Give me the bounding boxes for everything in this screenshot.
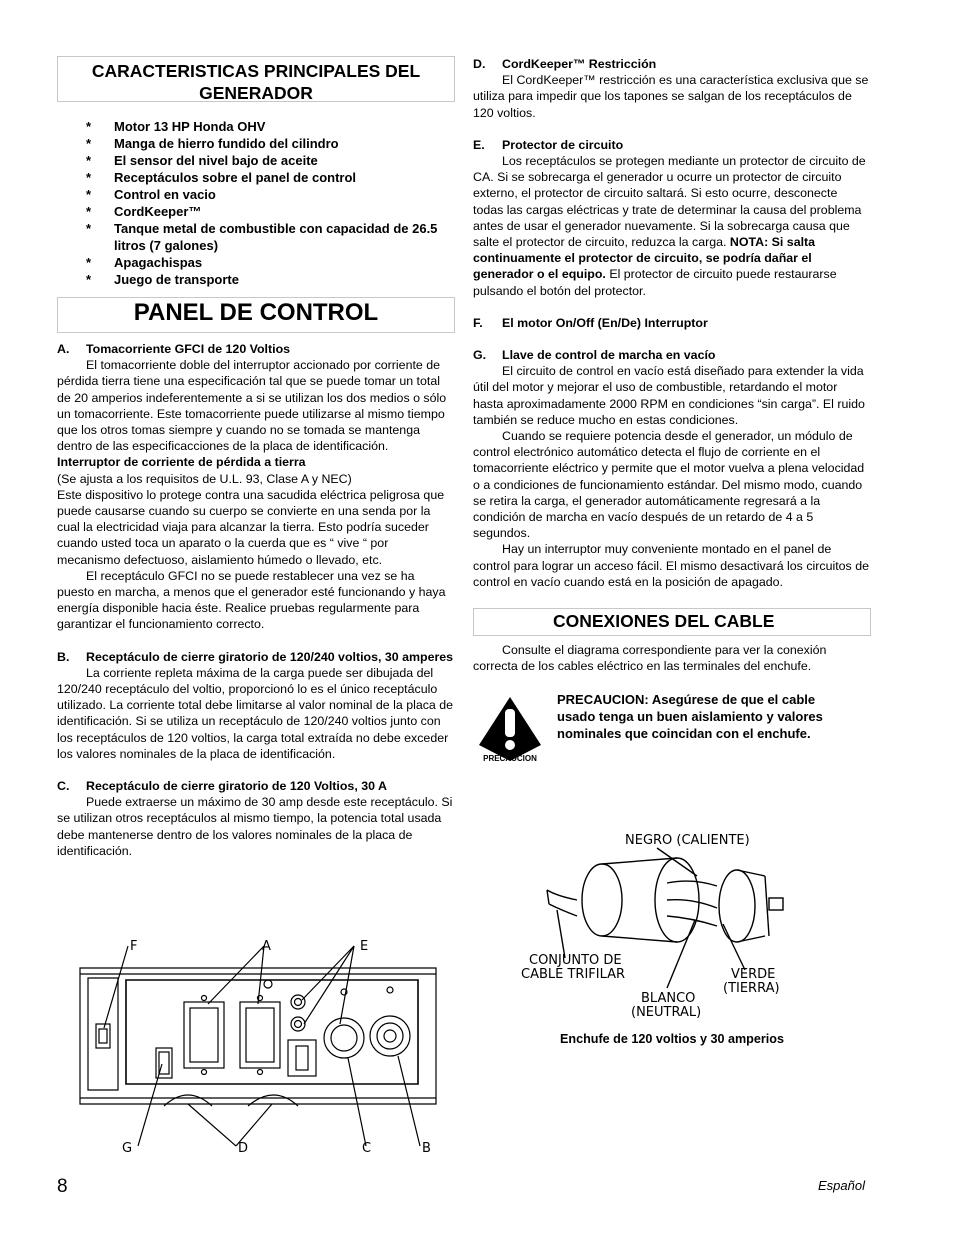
warning-icon bbox=[475, 695, 545, 765]
section-c bbox=[57, 778, 455, 859]
language-label: Español bbox=[818, 1178, 865, 1193]
features-heading: CARACTERISTICAS PRINCIPALES DEL GENERADOR bbox=[57, 56, 455, 102]
label-D: D bbox=[238, 1141, 249, 1156]
label-green-2: (TIERRA) bbox=[723, 981, 780, 996]
label-G: G bbox=[122, 1141, 133, 1156]
section-d-header bbox=[473, 56, 871, 72]
label-cable-1: CONJUNTO DE bbox=[529, 953, 622, 968]
feature-item: * Juego de transporte bbox=[57, 271, 455, 288]
section-c-header bbox=[57, 778, 455, 794]
feature-item: * Manga de hierro fundido del cilindro bbox=[57, 135, 455, 152]
section-d bbox=[473, 56, 871, 121]
section-b-header bbox=[57, 649, 455, 665]
label-black: NEGRO (CALIENTE) bbox=[625, 833, 750, 848]
warning-icon-label: PRECAUCION bbox=[483, 753, 537, 763]
caution-text: PRECAUCION: Asegúrese de que el cable usado tenga un buen aislamiento y valores nominales que coincidan con el enchufe. bbox=[557, 691, 823, 741]
control-panel-diagram bbox=[78, 934, 438, 1160]
label-A: A bbox=[262, 939, 271, 954]
caution-block bbox=[473, 691, 871, 765]
paragraph: Consulte el diagrama correspondiente para ver la conexión correcta de los cables eléctrico en las terminales del enchufe. bbox=[473, 643, 827, 674]
section-letter: D. bbox=[473, 57, 486, 71]
section-title: Receptáculo de cierre giratorio de 120 Voltios, 30 A bbox=[86, 779, 387, 794]
paragraph: El CordKeeper™ restricción es una característica exclusiva que se utiliza para impedir que los tapones se salgan de los receptáculos de 120 voltios. bbox=[473, 73, 869, 120]
paragraph-part: El protector de circuito puede restaurarse pulsando el botón del protector. bbox=[473, 267, 837, 298]
label-green-1: VERDE bbox=[731, 967, 776, 982]
paragraph-part: Los receptáculos se protegen mediante un protector de circuito de CA. Si se sobrecarga el generador u ocurre un protector de circuito externo, el protector de circuito saltará. Si esto ocurre, desconecte todas las cargas eléctricas y trate de determinar la causa del problema antes de usar el generador nuevamente. Si la sobrecarga causa que salte el protector de circuito, reduzca la carga. bbox=[473, 154, 866, 250]
section-title: Llave de control de marcha en vacío bbox=[502, 348, 716, 363]
note-text: NOTA: Si salta continuamente el protector de circuito, se podría dañar el generador o el equipo. bbox=[473, 235, 816, 282]
paragraph: Este dispositivo lo protege contra una sacudida eléctrica peligrosa que puede causarse cuando su cuerpo se convierte en una senda por la cual la electricidad viaja para alcanzar la tierra. Esto podría suceder cuando usted toca un aparato o la cuerda que es “ vive “ por mecanismo defectuoso, aislamiento húmedo o llevado, etc. bbox=[57, 487, 445, 567]
paragraph bbox=[473, 153, 871, 299]
feature-item: * Motor 13 HP Honda OHV bbox=[57, 118, 455, 135]
feature-item: * El sensor del nivel bajo de aceite bbox=[57, 152, 455, 169]
feature-item: * Control en vacio bbox=[57, 186, 455, 203]
section-letter: F. bbox=[473, 315, 483, 330]
label-cable-2: CABLE TRIFILAR bbox=[521, 967, 626, 982]
section-a-header bbox=[57, 341, 455, 357]
section-letter: A. bbox=[57, 342, 70, 356]
paragraph: Hay un interruptor muy conveniente montado en el panel de control para lograr un acceso fácil. El mismo desactivará los circuitos de control en vacío cuando está en la posición de apagado. bbox=[473, 542, 869, 589]
cable-connections-heading: CONEXIONES DEL CABLE bbox=[473, 608, 871, 636]
paragraph: (Se ajusta a los requisitos de U.L. 93, Clase A y NEC) bbox=[57, 471, 352, 486]
section-a bbox=[57, 341, 455, 633]
section-title: Tomacorriente GFCI de 120 Voltios bbox=[86, 342, 291, 356]
paragraph: El circuito de control en vacío está diseñado para extender la vida útil del motor y mejorar el uso de combustible, retardando el motor hasta aproximadamente 2000 RPM en condiciones “sin carga”. El ruido también se reduce mucho en estas condiciones. bbox=[473, 364, 865, 427]
section-b bbox=[57, 649, 455, 762]
subheading: Interruptor de corriente de pérdida a tierra bbox=[57, 455, 306, 470]
feature-item: * Apagachispas bbox=[57, 254, 455, 271]
section-g-header bbox=[473, 347, 871, 363]
section-letter: B. bbox=[57, 649, 70, 664]
section-letter: G. bbox=[473, 348, 487, 363]
section-f-header bbox=[473, 315, 871, 331]
label-white-1: BLANCO bbox=[641, 991, 696, 1006]
label-E: E bbox=[360, 939, 369, 954]
section-f bbox=[473, 315, 871, 331]
plug-diagram bbox=[517, 828, 797, 1028]
right-column bbox=[473, 56, 871, 765]
paragraph: El tomacorriente doble del interruptor accionado por corriente de pérdida tierra tiene una especificación tal que se puede tomar un total de 20 amperios indeferentemente a si se utilizan los dos medios o sólo un tomacorriente. Este tomacorriente puede utilizarse al mismo tiempo que los otros tomas siempre y cuando no se tomada se mantenga dentro de las especificacciones de la placa de identificación. bbox=[57, 358, 447, 454]
feature-item: * Tanque metal de combustible con capacidad de 26.5 litros (7 galones) bbox=[57, 220, 455, 254]
section-letter: E. bbox=[473, 137, 485, 152]
left-column bbox=[57, 56, 455, 859]
paragraph: Puede extraerse un máximo de 30 amp desde este receptáculo. Si se utilizan otros receptáculos al mismo tiempo, la potencia total usada debe mantenerse dentro de los valores nominales de la placa de identificación. bbox=[57, 795, 453, 858]
label-white-2: (NEUTRAL) bbox=[631, 1005, 702, 1020]
section-letter: C. bbox=[57, 779, 70, 794]
plug-caption: Enchufe de 120 voltios y 30 amperios bbox=[560, 1032, 784, 1046]
section-e bbox=[473, 137, 871, 299]
label-F: F bbox=[130, 939, 138, 954]
label-B: B bbox=[422, 1141, 431, 1156]
section-g bbox=[473, 347, 871, 590]
label-C: C bbox=[362, 1141, 372, 1156]
paragraph: El receptáculo GFCI no se puede restablecer una vez se ha puesto en marcha, a menos que el generador esté funcionando y haya energía disponible hacia éste. Realice pruebas regularmente para garantizar el funcionamiento correcto. bbox=[57, 568, 446, 632]
section-title: CordKeeper™ Restricción bbox=[502, 57, 657, 71]
paragraph: Cuando se requiere potencia desde el generador, un módulo de control electrónico automático detecta el flujo de corriente en el tomacorriente eléctrico y permite que el motor vuelva a plena velocidad o a condiciones de funcionamiento estándar. Del mismo modo, cuando se retira la carga, el generador automáticamente regresará a la condición de marcha en vacío después de un retardo de 4 a 5 segundos. bbox=[473, 429, 865, 541]
section-e-header bbox=[473, 137, 871, 153]
section-title: Receptáculo de cierre giratorio de 120/240 voltios, 30 amperes bbox=[86, 649, 454, 664]
page-number: 8 bbox=[57, 1176, 68, 1197]
features-list bbox=[57, 118, 455, 288]
feature-item: * CordKeeper™ bbox=[57, 203, 455, 220]
panel-heading: PANEL DE CONTROL bbox=[57, 297, 455, 333]
section-title: El motor On/Off (En/De) Interruptor bbox=[502, 315, 708, 330]
section-title: Protector de circuito bbox=[502, 137, 624, 152]
feature-item: * Receptáculos sobre el panel de control bbox=[57, 169, 455, 186]
paragraph: La corriente repleta máxima de la carga puede ser dibujada del 120/240 receptáculo del voltio, proporcionó lo es el único receptáculo utilizado. La corriente total debe limitarse al valor nominal de la placa de identificación. Si se utiliza un receptáculo de 120/240 voltios junto con los receptáculos de 120 voltios, la carga total extraída no debe exceder los valores nominales de la placa de identificación. bbox=[57, 665, 454, 761]
